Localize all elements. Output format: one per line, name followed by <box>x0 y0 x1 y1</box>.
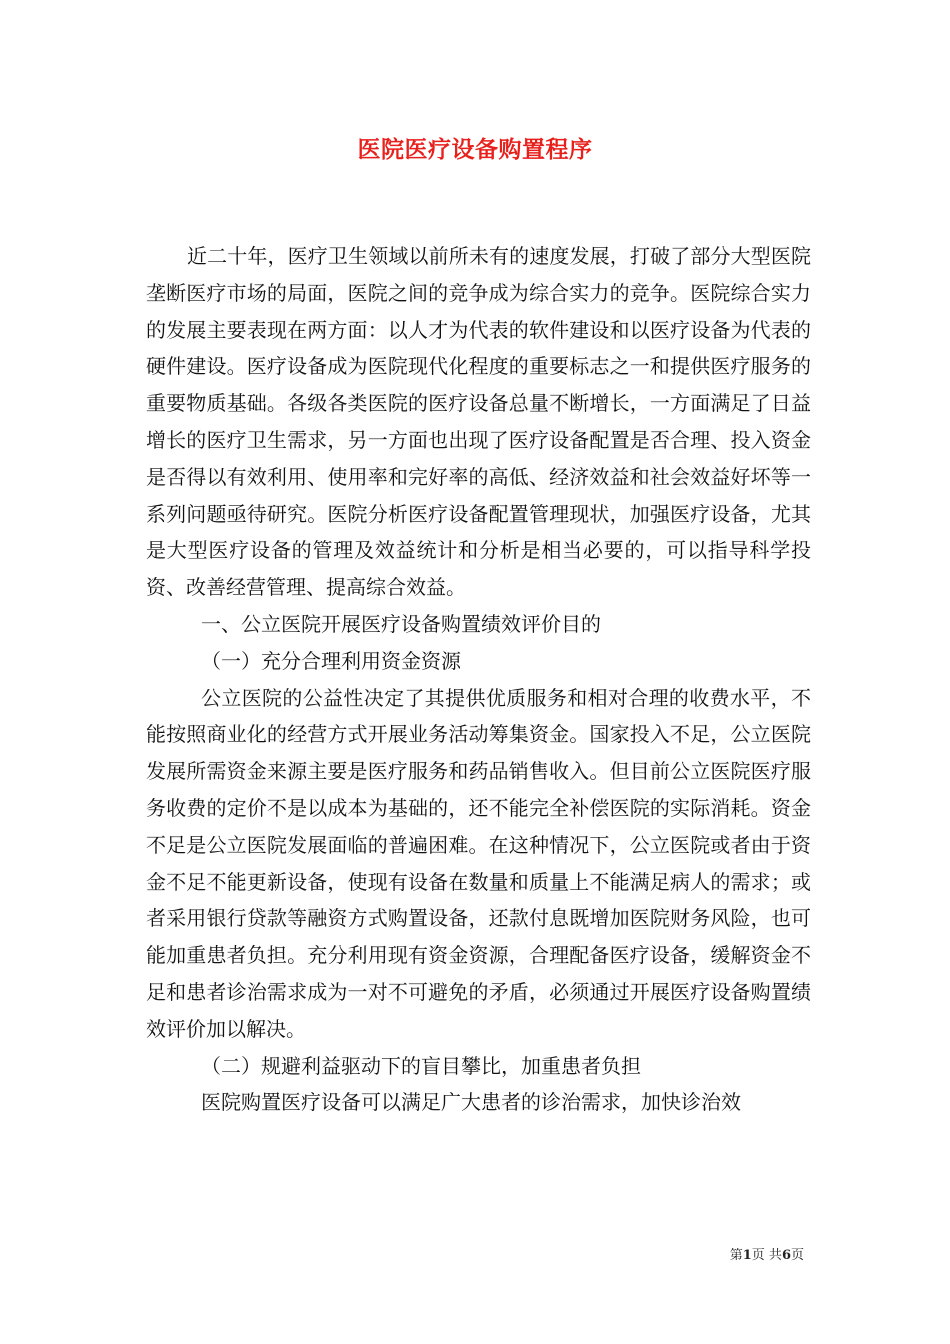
subsection-heading-2: （二）规避利益驱动下的盲目攀比，加重患者负担 <box>201 1053 641 1078</box>
subsection-paragraph-1: 公立医院的公益性决定了其提供优质服务和相对合理的收费水平，不能按照商业化的经营方式开展业务活动筹集资金。国家投入不足，公立医院发展所需资金来源主要是医疗服务和药品销售收入。但目前公立医院医疗服务收费的定价不是以成本为基础的，还不能完全补偿医院的实际消耗。资金不足是公立医院发展面临的普遍困难。在这种情况下，公立医院或者由于资金不足不能更新设备，使现有设备在数量和质量上不能满足病人的需求；或者采用银行贷款等融资方式购置设备，还款付息既增加医院财务风险，也可能加重患者负担。充分利用现有资金资源，合理配备医疗设备，缓解资金不足和患者诊治需求成为一对不可避免的矛盾，必须通过开展医疗设备购置绩效评价加以解决。 <box>146 685 811 1041</box>
footer-total-pages: 6 <box>781 1248 791 1263</box>
intro-paragraph: 近二十年，医疗卫生领域以前所未有的速度发展，打破了部分大型医院垄断医疗市场的局面，医院之间的竞争成为综合实力的竞争。医院综合实力的发展主要表现在两方面：以人才为代表的软件建设和以医疗设备为代表的硬件建设。医疗设备成为医院现代化程度的重要标志之一和提供医疗服务的重要物质基础。各级各类医院的医疗设备总量不断增长，一方面满足了日益增长的医疗卫生需求，另一方面也出现了医疗设备配置是否合理、投入资金是否得以有效利用、使用率和完好率的高低、经济效益和社会效益好坏等一系列问题亟待研究。医院分析医疗设备配置管理现状，加强医疗设备，尤其是大型医疗设备的管理及效益统计和分析是相当必要的，可以指导科学投资、改善经营管理、提高综合效益。 <box>146 244 811 600</box>
footer-current-page: 1 <box>742 1248 752 1263</box>
page-footer <box>730 1247 804 1265</box>
subsection-heading-1: （一）充分合理利用资金资源 <box>201 648 461 673</box>
subsection-paragraph-2: 医院购置医疗设备可以满足广大患者的诊治需求，加快诊治效 <box>201 1090 741 1115</box>
footer-suffix: 页 <box>790 1248 804 1263</box>
footer-prefix: 第 <box>729 1248 743 1263</box>
document-title: 医院医疗设备购置程序 <box>357 136 593 163</box>
footer-middle: 页 共 <box>751 1248 782 1263</box>
section-heading-1: 一、公立医院开展医疗设备购置绩效评价目的 <box>201 611 601 636</box>
document-body <box>146 238 811 1121</box>
